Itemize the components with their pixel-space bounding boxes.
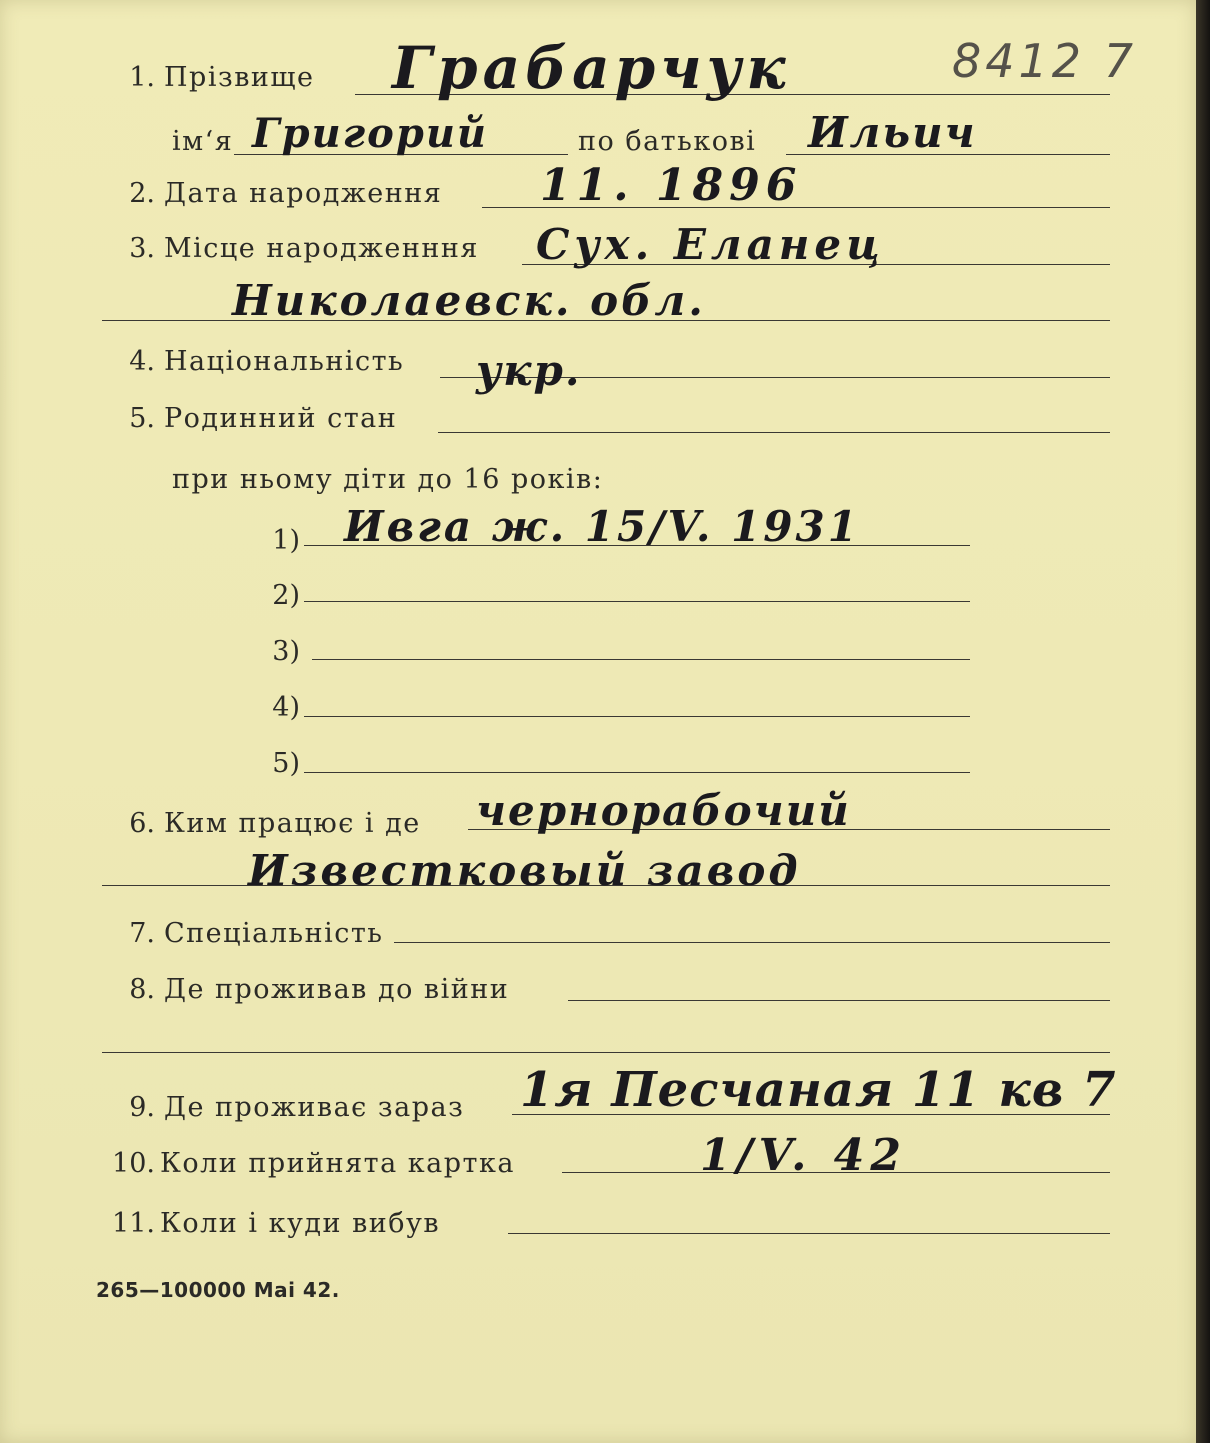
name-value: Григорий: [252, 110, 488, 157]
field-number: 1.: [129, 62, 155, 93]
child-line: [304, 716, 970, 717]
child-number: 2): [272, 580, 300, 611]
prewar-residence-line: [568, 1000, 1110, 1001]
nationality-label: Національність: [164, 346, 405, 377]
field-number: 10.: [112, 1148, 155, 1179]
field-number: 11.: [112, 1208, 155, 1239]
patronymic-value: Ильич: [808, 108, 977, 157]
birth-date-value: 11. 1896: [540, 160, 803, 211]
field-number: 8.: [129, 974, 155, 1005]
speciality-label: Спеціальність: [164, 918, 384, 949]
child-line: [304, 601, 970, 602]
child-line: [304, 772, 970, 773]
left-label: Коли і куди вибув: [160, 1208, 441, 1239]
print-info: 265—100000 Mai 42.: [96, 1278, 340, 1302]
scan-edge: [1196, 0, 1210, 1443]
work-value-1: чернорабочий: [476, 786, 851, 835]
patronymic-label: по батькові: [578, 126, 757, 157]
field-number: 9.: [129, 1092, 155, 1123]
birth-place-value-2: Николаевск. обл.: [232, 276, 706, 325]
name-label: ім‘я: [172, 126, 234, 157]
field-number: 3.: [129, 233, 155, 264]
field-number: 2.: [129, 178, 155, 209]
child-line: [312, 659, 970, 660]
birth-place-label: Місце народженння: [164, 233, 479, 264]
nationality-value: укр.: [476, 346, 582, 395]
current-residence-label: Де проживає зараз: [164, 1092, 465, 1123]
child-number: 4): [272, 692, 300, 723]
field-number: 6.: [129, 808, 155, 839]
children-header: при ньому діти до 16 років:: [172, 464, 604, 495]
field-number: 4.: [129, 346, 155, 377]
child-value: Ивга ж. 15/V. 1931: [344, 502, 860, 551]
current-residence-value: 1я Песчаная 11 кв 7: [520, 1062, 1117, 1118]
birth-place-value-1: Сух. Еланец: [536, 220, 885, 269]
child-number: 1): [272, 525, 300, 556]
left-line: [508, 1233, 1110, 1234]
speciality-line: [394, 942, 1110, 943]
family-status-line: [438, 432, 1110, 433]
child-number: 3): [272, 636, 300, 667]
work-label: Ким працює і де: [164, 808, 421, 839]
card-number: 8412 7: [952, 34, 1137, 88]
prewar-residence-line-2: [102, 1052, 1110, 1053]
child-number: 5): [272, 748, 300, 779]
card-accepted-label: Коли прийнята картка: [160, 1148, 515, 1179]
field-number: 5.: [129, 403, 155, 434]
birth-date-label: Дата народження: [164, 178, 443, 209]
surname-label: Прізвище: [164, 62, 315, 93]
card-accepted-value: 1/V. 42: [700, 1130, 907, 1181]
work-value-2: Известковый завод: [248, 846, 801, 895]
prewar-residence-label: Де проживав до війни: [164, 974, 510, 1005]
field-number: 7.: [129, 918, 155, 949]
surname-value: Грабарчук: [392, 34, 791, 102]
family-status-label: Родинний стан: [164, 403, 398, 434]
